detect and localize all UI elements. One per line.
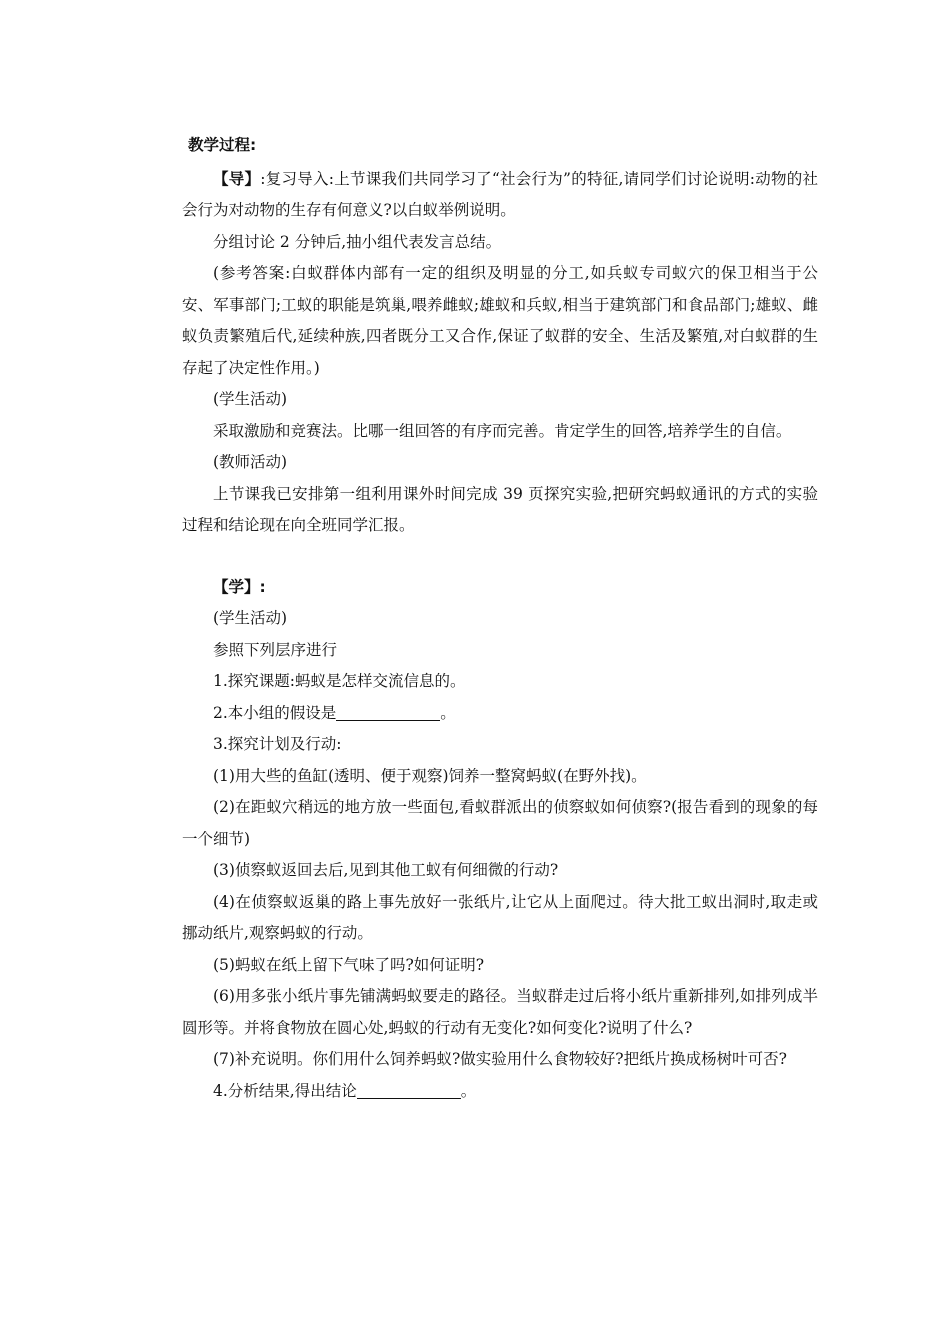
xue-item-1: 1.探究课题:蚂蚁是怎样交流信息的。	[213, 672, 466, 690]
hypothesis-blank	[336, 704, 440, 721]
dao-teacher-text: 上节课我已安排第一组利用课外时间完成 39 页探究实验,把研究蚂蚁通讯的方式的实验过程和结论现在向全班同学汇报。	[182, 484, 818, 534]
step-3: (3)侦察蚁返回去后,见到其他工蚁有何细微的行动?	[213, 861, 559, 879]
xue-item-4-end: 。	[460, 1081, 477, 1100]
xue-item-2-text: 2.本小组的假设是	[213, 703, 337, 722]
dao-discussion: 分组讨论 2 分钟后,抽小组代表发言总结。	[213, 232, 502, 251]
document-page	[182, 130, 818, 1107]
step-7: (7)补充说明。你们用什么饲养蚂蚁?做实验用什么食物较好?把纸片换成杨树叶可否?	[213, 1050, 787, 1068]
xue-item-3: 3.探究计划及行动:	[213, 735, 342, 753]
step-5: (5)蚂蚁在纸上留下气味了吗?如何证明?	[213, 955, 485, 974]
xue-student-activity: (学生活动)	[213, 609, 288, 627]
xue-item-4-text: 4.分析结果,得出结论	[213, 1081, 357, 1100]
xue-label: 【学】	[213, 577, 260, 596]
dao-student-activity: (学生活动)	[213, 390, 288, 408]
conclusion-blank	[357, 1082, 461, 1099]
step-4: (4)在侦察蚁返巢的路上事先放好一张纸片,让它从上面爬过。待大批工蚁出洞时,取走或挪动纸片,观察蚂蚁的行动。	[182, 892, 818, 942]
xue-item-4	[182, 1076, 818, 1108]
xue-item-2	[182, 698, 818, 730]
xue-item-2-end: 。	[440, 703, 456, 722]
dao-student-text: 采取激励和竞赛法。比哪一组回答的有序而完善。肯定学生的回答,培养学生的自信。	[213, 421, 792, 440]
dao-answer: (参考答案:白蚁群体内部有一定的组织及明显的分工,如兵蚁专司蚁穴的保卫相当于公安、军事部门;工蚁的职能是筑巢,喂养雌蚁;雄蚁和兵蚁,相当于建筑部门和食品部门;雄蚁、雌蚁负责繁殖后代,延续种族,四者既分工又合作,保证了蚁群的安全、生活及繁殖,对白蚁群的生存起了决定性作用。)	[182, 264, 818, 377]
dao-intro	[182, 164, 818, 227]
step-2: (2)在距蚁穴稍远的地方放一些面包,看蚁群派出的侦察蚁如何侦察?(报告看到的现象的每一个细节)	[182, 798, 818, 848]
section-gap	[182, 542, 818, 572]
dao-teacher-activity: (教师活动)	[213, 453, 288, 471]
step-6: (6)用多张小纸片事先铺满蚂蚁要走的路径。当蚁群走过后将小纸片重新排列,如排列成半圆形等。并将食物放在圆心处,蚂蚁的行动有无变化?如何变化?说明了什么?	[182, 987, 818, 1037]
section-heading: 教学过程:	[188, 136, 257, 154]
xue-order: 参照下列层序进行	[213, 640, 338, 659]
dao-label: 【导】	[213, 169, 261, 188]
step-1: (1)用大些的鱼缸(透明、便于观察)饲养一整窝蚂蚁(在野外找)。	[213, 766, 647, 785]
xue-heading	[182, 572, 818, 604]
xue-label-suffix: :	[259, 577, 266, 596]
dao-intro-text: :复习导入:上节课我们共同学习了“社会行为”的特征,请同学们讨论说明:动物的社会行为对动物的生存有何意义?以白蚁举例说明。	[182, 169, 818, 219]
